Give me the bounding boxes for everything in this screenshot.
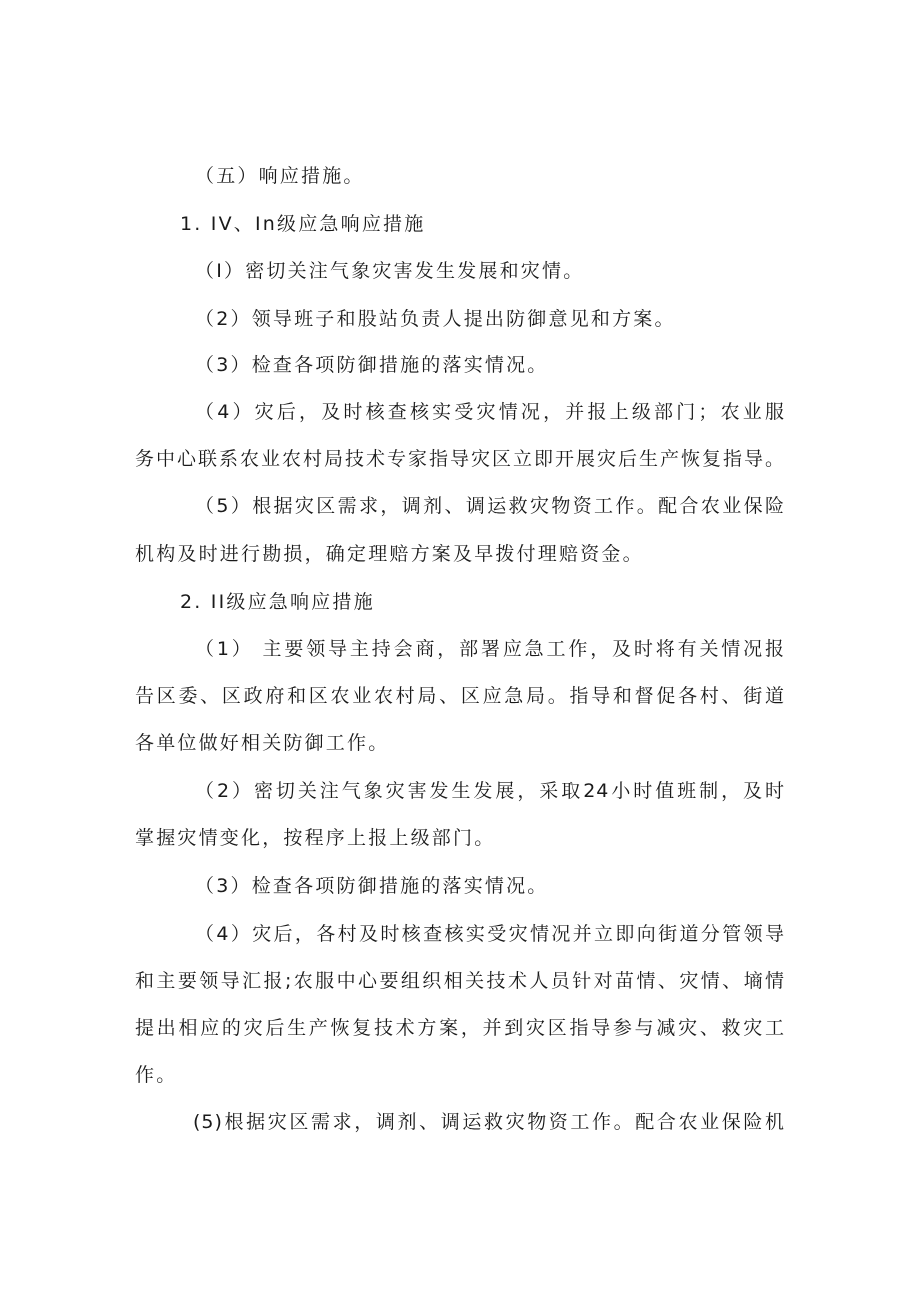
section-heading: （五）响应措施。 — [195, 165, 365, 187]
list-item: （2）密切关注气象灾害发生发展，采取24小时值班制，及时 — [195, 780, 785, 802]
list-item: （2）领导班子和股站负责人提出防御意见和方案。 — [195, 308, 676, 330]
paragraph-line: 提出相应的灾后生产恢复技术方案，并到灾区指导参与减灾、救灾工 — [135, 1017, 785, 1039]
list-item: （I）密切关注气象灾害发生发展和灾情。 — [195, 260, 585, 282]
list-item: （4）灾后，及时核查核实受灾情况，并报上级部门；农业服 — [195, 401, 785, 423]
paragraph-line: 掌握灾情变化，按程序上报上级部门。 — [135, 827, 496, 849]
paragraph-line: 各单位做好相关防御工作。 — [135, 732, 390, 754]
paragraph-line: 务中心联系农业农村局技术专家指导灾区立即开展灾后生产恢复指导。 — [135, 448, 785, 470]
list-item: （4）灾后，各村及时核查核实受灾情况并立即向街道分管领导 — [195, 923, 785, 945]
subsection-heading: 2. II级应急响应措施 — [180, 591, 375, 613]
list-item: (5)根据灾区需求，调剂、调运救灾物资工作。配合农业保险机 — [193, 1111, 785, 1133]
paragraph-line: 机构及时进行勘损，确定理赔方案及早拨付理赔资金。 — [135, 543, 644, 565]
paragraph-line: 作。 — [135, 1064, 178, 1086]
list-item: （3）检查各项防御措施的落实情况。 — [195, 875, 549, 897]
list-item: （3）检查各项防御措施的落实情况。 — [195, 354, 549, 376]
subsection-heading: 1. IV、In级应急响应措施 — [180, 213, 426, 235]
list-item: （5）根据灾区需求，调剂、调运救灾物资工作。配合农业保险 — [195, 495, 785, 517]
list-item: （1） 主要领导主持会商，部署应急工作，及时将有关情况报 — [195, 638, 785, 660]
paragraph-line: 和主要领导汇报;农服中心要组织相关技术人员针对苗情、灾情、墒情 — [135, 970, 785, 992]
paragraph-line: 告区委、区政府和区农业农村局、区应急局。指导和督促各村、街道 — [135, 685, 785, 707]
